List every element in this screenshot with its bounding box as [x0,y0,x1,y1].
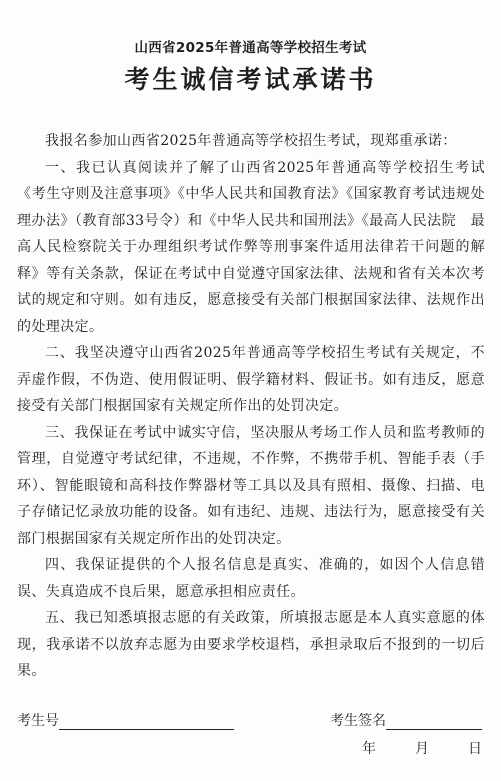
pledge-paragraph-1: 一、我已认真阅读并了解了山西省2025年普通高等学校招生考试《考生守则及注意事项》《中华人民共和国教育法》《国家教育考试违规处理办法》（教育部33号令）和《中华人民共和国刑法》《最高人民法院 最高人民检察院关于办理组织考试作弊等刑事案件适用法律若干问题的解释》等有关条款，保证在考试中自觉遵守国家法律、法规和省有关本次考试的规定和守则。如有违反，愿意接受有关部门根据国家法律、法规作出的处理决定。 [17,159,485,335]
date-row [362,738,482,758]
signature-blank[interactable] [386,715,482,730]
pledge-paragraph-4: 四、我保证提供的个人报名信息是真实、准确的，如因个人信息错误、失真造成不良后果，愿意承担相应责任。 [17,557,485,600]
month-label: 月 [415,741,429,757]
exam-number-label: 考生号 [17,713,59,729]
pledge-paragraph-3: 三、我保证在考试中诚实守信，坚决服从考场工作人员和监考教师的管理，自觉遵守考试纪律，不违规，不作弊，不携带手机、智能手表（手环）、智能眼镜和高科技作弊器材等工具以及具有照相、摄像、扫描、电子存储记忆录放功能的设备。如有违纪、违规、违法行为，愿意接受有关部门根据国家有关规定所作出的处罚决定。 [17,424,485,547]
year-label: 年 [362,741,376,757]
day-label: 日 [468,741,482,757]
pledge-paragraph-2: 二、我坚决遵守山西省2025年普通高等学校招生考试有关规定，不弄虚作假，不伪造、使用假证明、假学籍材料、假证书。如有违反，愿意接受有关部门根据国家有关规定所作出的处罚决定。 [17,345,485,414]
document-title: 考生诚信考试承诺书 [124,65,377,94]
pledge-paragraph-5: 五、我已知悉填报志愿的有关政策，所填报志愿是本人真实意愿的体现，我承诺不以放弃志愿为由要求学校退档，承担录取后不报到的一切后果。 [17,610,485,679]
document-subtitle: 山西省2025年普通高等学校招生考试 [134,40,367,56]
intro-paragraph: 我报名参加山西省2025年普通高等学校招生考试，现郑重承诺： [45,133,457,149]
signature-label: 考生签名 [330,713,386,729]
signature-field[interactable] [330,710,482,730]
exam-number-blank[interactable] [59,715,234,730]
exam-number-field[interactable] [17,710,234,730]
letter-body [17,128,485,685]
